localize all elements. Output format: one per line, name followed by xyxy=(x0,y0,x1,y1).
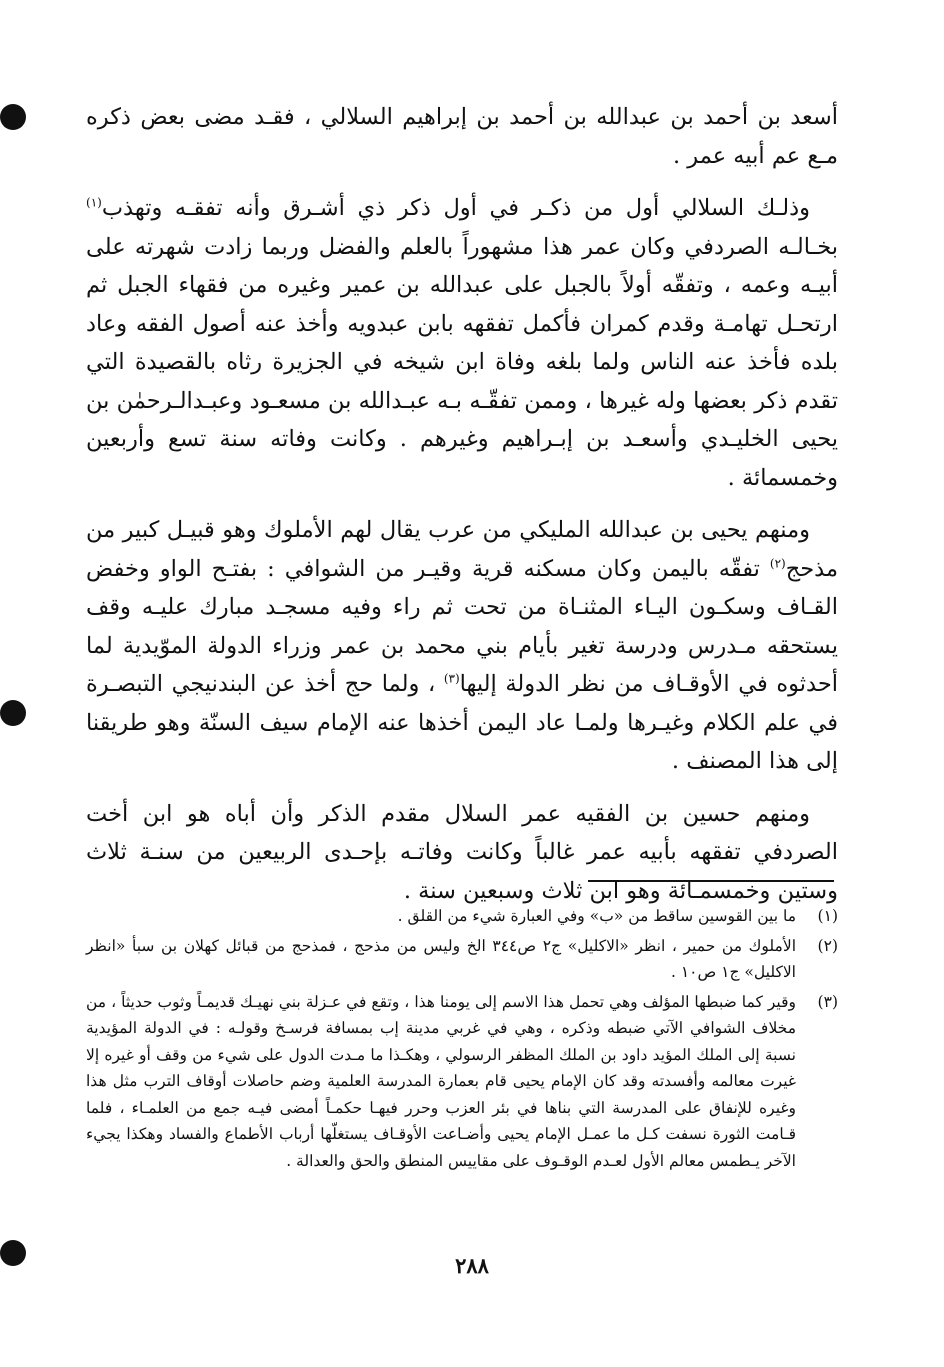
footnote-ref-2: (٢) xyxy=(769,556,786,570)
paragraph-4-text: ومنهم حسين بن الفقيه عمر السلال مقدم الذكر وأن أباه هو ابن أخت الصردفي تفقهه بأبيه عمر غالباً وكانت وفاتـه بإحـدى الربيعين من سنـة ثلاث وستين وخمسمـائة وهو ابن ثلاث وسبعين سنة . xyxy=(86,800,838,904)
footnote-2 xyxy=(86,933,838,986)
paragraph-3-text-middle: تفقّه باليمن وكان مسكنه قرية وقيـر من الشوافي : بفتـح الواو وخفض القـاف وسكـون اليـاء المثنـاة من تحت ثم راء وفيه مسجـد مبارك عليـه وقف يستحقه مـدرس ودرسة تغير بأيام بني محمد بن عمر وزراء الدولة الموّيدية لما أحدثوه في الأوقـاف من نظر الدولة إليها xyxy=(86,555,838,697)
footnotes xyxy=(86,903,838,1177)
footnote-ref-1: (١) xyxy=(86,195,102,210)
footnote-divider xyxy=(588,880,834,882)
footnote-2-number: (٢) xyxy=(817,936,838,955)
footnote-1 xyxy=(86,903,838,930)
paragraph-2-text-start: وذلـك السلالي أول من ذكـر في أول ذكر ذي أشـرق وأنه تفقـه وتهذب xyxy=(101,195,810,221)
page-number: ٢٨٨ xyxy=(455,1253,489,1278)
footnote-ref-3: (٣) xyxy=(443,671,460,686)
paragraph-1-text: أسعد بن أحمد بن عبدالله بن أحمد بن إبراهيم السلالي ، فقـد مضى بعض ذكره مـع عم أبيه عمر . xyxy=(86,104,838,169)
footnote-3-number: (٣) xyxy=(817,992,838,1011)
paragraph-3 xyxy=(86,511,838,781)
main-text xyxy=(86,98,838,924)
paragraph-2 xyxy=(86,189,838,497)
footnote-1-text: ما بين القوسين ساقط من «ب» وفي العبارة شيء من القلق . xyxy=(397,907,796,925)
footnote-3-text: وقير كما ضبطها المؤلف وهي تحمل هذا الاسم إلى يومنا هذا ، وتقع في عـزلة بني نهيـك قديمـاً وثوب حديثاً ، من مخلاف الشوافي الآتي ضبطه وذكره ، وهي في غربي مدينة إب بمسافة فرسـخ وقولـه : في الدولة المؤيدية نسبة إلى الملك المؤيد داود بن الملك المظفر الرسولي ، وهكـذا ما مـدت الدول على شيء من وقف أو غيره إلا غيرت معالمه وأفسدته وقد كان الإمام يحيى قام بعمارة المدرسة العلمية وضم حاصلات أوقاف الترب مثل هذا وغيره للإنفاق على المدرسة التي بناها في بئر العزب وحرر فيهـا حكمـاً أمضى فيـه جمع من العلمـاء ، فلما قـامت الثورة نسفت كـل ما عمـل الإمام يحيى وأضـاعت الأوقـاف يستغلّها أرباب الأطماع والفساد وهكذا يجيء الآخر يـطمس معالم الأول لعـدم الوقـوف على مقاييس المنطق والحق والعدالة . xyxy=(86,992,796,1170)
footnote-2-text: الأملوك من حمير ، انظر «الاكليل» ج٢ ص٣٤٤ الخ وليس من مذحج ، فمذحج من قبائل كهلان بن سبأ «انظر الاكليل» ج١ ص١٠ . xyxy=(86,936,796,981)
footnote-3 xyxy=(86,989,838,1175)
paragraph-1 xyxy=(86,98,838,175)
footnote-1-number: (١) xyxy=(817,907,838,925)
paragraph-2-text-end: بخـالـه الصردفي وكان عمر هذا مشهوراً بالعلم والفضل وربما زادت شهرته على أبيـه وعمه ، وتفقّه أولاً بالجبل على عبدالله بن عمير وغيره من فقهاء الجبل ثم ارتحـل تهامـة وقدم كمران فأكمل تفقهه بابن عبدويه وأخذ عنه أصول الفقه وعاد بلده فأخذ عنه الناس ولما بلغه وفاة ابن شيخه في الجزيرة رثاه بالقصيدة التي تقدم ذكر بعضها وله غيرها ، وممن تفقّـه بـه عبـدالله بن مسعـود وعبـدالـرحمٰن بن يحيى الخليـدي وأسعـد بن إبـراهيم وغيرهم . وكانت وفاته سنة تسع وأربعين وخمسمائة . xyxy=(86,233,838,491)
paragraph-4 xyxy=(86,795,838,911)
binder-hole-middle xyxy=(0,700,26,726)
paragraph-3-text-start: ومنهم يحيى بن عبدالله المليكي من عرب يقال لهم الأملوك وهو قبيـل كبير من مذحج xyxy=(86,517,838,582)
binder-hole-top xyxy=(0,104,26,130)
paragraph-3-text-end: ، ولما حج أخذ عن البندنيجي التبصـرة في علم الكلام وغيـرها ولمـا عاد اليمن أخذها عنه الإمام سيف السنّة وهو طريقنا إلى هذا المصنف . xyxy=(86,671,838,774)
